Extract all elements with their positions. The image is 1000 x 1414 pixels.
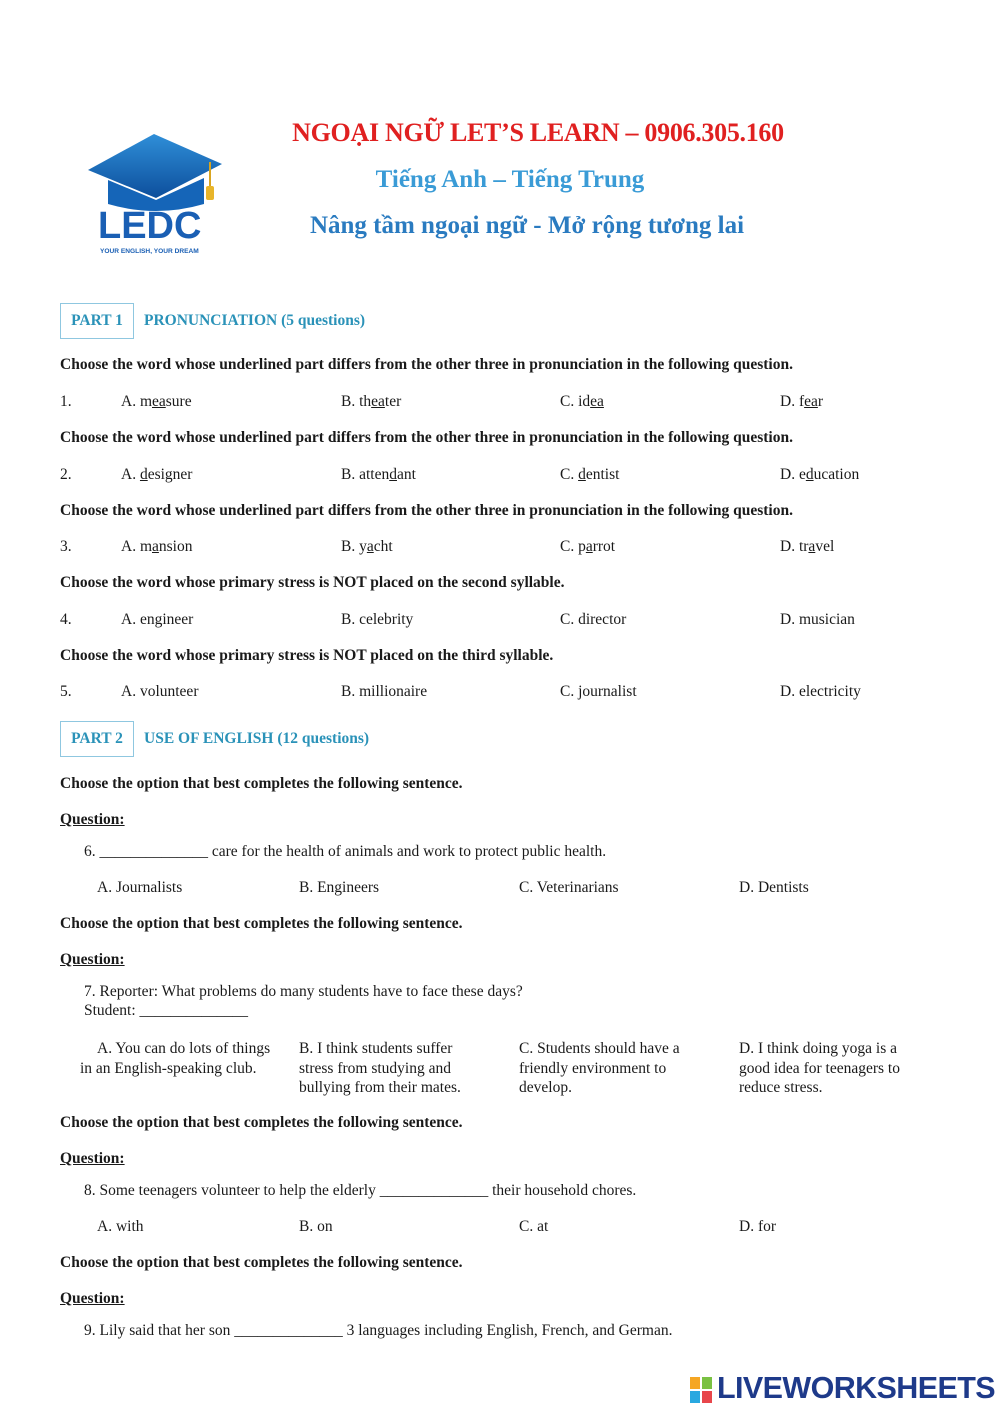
option-text: C. director	[560, 611, 627, 628]
option-d[interactable]	[780, 683, 861, 701]
option-text: A.	[121, 466, 140, 483]
question-label: Question:	[60, 1150, 125, 1167]
instruction: Choose the option that best completes the following sentence.	[60, 1114, 463, 1131]
instruction: Choose the option that best completes the following sentence.	[60, 775, 463, 792]
option-a[interactable]	[121, 611, 193, 629]
liveworksheets-logo-icon	[690, 1377, 714, 1403]
option-c[interactable]	[560, 393, 604, 411]
option-a[interactable]	[121, 683, 198, 701]
question-number: 1.	[60, 393, 72, 410]
question-stem: 6. ______________ care for the health of animals and work to protect public health.	[84, 843, 607, 860]
option-c[interactable]: C. Students should have a friendly environment to develop.	[519, 1040, 680, 1096]
option-text: D. e	[780, 466, 806, 483]
underlined-part: ea	[152, 393, 166, 410]
option-text: esigner	[147, 466, 193, 483]
option-text: cht	[373, 538, 393, 555]
option-c[interactable]: C. at	[519, 1218, 549, 1235]
option-d[interactable]: D. I think doing yoga is a good idea for teenagers to reduce stress.	[739, 1040, 900, 1096]
option-d[interactable]	[780, 393, 823, 411]
underlined-part: d	[139, 466, 148, 483]
question-stem: 9. Lily said that her son ______________ 3 languages including English, French, and German.	[84, 1322, 673, 1339]
underlined-part: a	[366, 538, 374, 555]
underlined-part: d	[805, 466, 814, 483]
option-b[interactable]	[341, 611, 413, 629]
part2-title: USE OF ENGLISH (12 questions)	[144, 730, 370, 747]
option-text: entist	[585, 466, 620, 483]
option-text: B. millionaire	[341, 683, 428, 700]
part1-title: PRONUNCIATION (5 questions)	[144, 312, 366, 329]
option-a[interactable]: A. Journalists	[97, 879, 183, 896]
instruction: Choose the option that best completes the following sentence.	[60, 1254, 463, 1271]
option-b[interactable]	[341, 393, 401, 411]
option-text: A. volunteer	[121, 683, 199, 700]
option-a[interactable]	[121, 466, 192, 484]
option-b[interactable]: B. on	[299, 1218, 333, 1235]
header-subtitle: Tiếng Anh – Tiếng Trung	[375, 166, 645, 193]
instruction: Choose the word whose primary stress is NOT placed on the third syllable.	[60, 647, 554, 664]
option-b[interactable]: B. Engineers	[299, 879, 380, 896]
option-text: B. th	[341, 393, 372, 410]
question-stem: 7. Reporter: What problems do many students have to face these days?	[84, 983, 523, 1000]
option-text: A. engineer	[121, 611, 194, 628]
instruction: Choose the option that best completes the following sentence.	[60, 915, 463, 932]
option-text: r	[817, 393, 824, 410]
underlined-part: ea	[804, 393, 818, 410]
option-c[interactable]	[560, 538, 615, 556]
underlined-part: d	[578, 466, 586, 483]
instruction: Choose the word whose primary stress is NOT placed on the second syllable.	[60, 574, 565, 591]
option-c[interactable]	[560, 466, 619, 484]
option-text: C. p	[560, 538, 586, 555]
option-a[interactable]	[121, 538, 192, 556]
option-d[interactable]	[780, 611, 855, 629]
question-number: 5.	[60, 683, 72, 700]
option-b[interactable]	[341, 466, 416, 484]
option-d[interactable]: D. Dentists	[739, 879, 809, 896]
question-number: 4.	[60, 611, 72, 628]
option-text: D. musician	[780, 611, 855, 628]
header-slogan: Nâng tầm ngoại ngữ - Mở rộng tương lai	[309, 212, 745, 239]
underlined-part: d	[389, 466, 397, 483]
option-c[interactable]: C. Veterinarians	[519, 879, 619, 896]
question-stem: 8. Some teenagers volunteer to help the elderly ______________ their household chores.	[84, 1182, 637, 1199]
question-stem-line2: Student: ______________	[84, 1002, 249, 1019]
option-d[interactable]	[780, 538, 834, 556]
instruction: Choose the word whose underlined part differs from the other three in pronunciation in the following question.	[60, 429, 793, 446]
question-number: 3.	[60, 538, 72, 555]
option-a[interactable]	[121, 393, 192, 411]
option-a[interactable]: A. You can do lots of things in an English-speaking club.	[80, 1040, 271, 1077]
svg-text:YOUR ENGLISH, YOUR DREAM: YOUR ENGLISH, YOUR DREAM	[100, 248, 199, 255]
option-text: rrot	[592, 538, 616, 555]
option-c[interactable]	[560, 683, 637, 701]
option-text: D. f	[780, 393, 805, 410]
svg-text:LEDC: LEDC	[98, 205, 202, 247]
instruction: Choose the word whose underlined part differs from the other three in pronunciation in the following question.	[60, 502, 793, 519]
option-text: D. tr	[780, 538, 809, 555]
underlined-part: a	[585, 538, 593, 555]
option-text: B. celebrity	[341, 611, 414, 628]
liveworksheets-brand[interactable]: LIVEWORKSHEETS	[717, 1371, 995, 1405]
instruction: Choose the word whose underlined part differs from the other three in pronunciation in the following question.	[60, 356, 793, 373]
underlined-part: ea	[590, 393, 604, 410]
option-b[interactable]	[341, 538, 393, 556]
option-c[interactable]	[560, 611, 626, 629]
header-title: NGOẠI NGỮ LET’S LEARN – 0906.305.160	[292, 118, 784, 147]
option-text: vel	[815, 538, 835, 555]
option-text: C. id	[560, 393, 591, 410]
option-text: ter	[384, 393, 402, 410]
question-number: 2.	[60, 466, 72, 483]
option-text: A. m	[121, 393, 152, 410]
option-text: A. m	[121, 538, 152, 555]
underlined-part: ea	[371, 393, 385, 410]
option-text: B. y	[341, 538, 367, 555]
option-d[interactable]: D. for	[739, 1218, 777, 1235]
option-b[interactable]: B. I think students suffer stress from studying and bullying from their mates.	[299, 1040, 461, 1096]
option-text: C.	[560, 466, 579, 483]
question-label: Question:	[60, 811, 125, 828]
question-label: Question:	[60, 1290, 125, 1307]
option-text: ucation	[813, 466, 860, 483]
option-text: nsion	[158, 538, 193, 555]
option-d[interactable]	[780, 466, 859, 484]
part2-label: PART 2	[60, 721, 134, 757]
underlined-part: a	[808, 538, 816, 555]
option-b[interactable]	[341, 683, 427, 701]
option-text: B. atten	[341, 466, 390, 483]
option-text: ant	[396, 466, 416, 483]
option-text: sure	[165, 393, 192, 410]
option-a[interactable]: A. with	[97, 1218, 144, 1235]
option-text: D. electricity	[780, 683, 861, 700]
option-text: C. journalist	[560, 683, 637, 700]
underlined-part: a	[152, 538, 159, 555]
question-label: Question:	[60, 951, 125, 968]
part1-label: PART 1	[60, 303, 134, 339]
